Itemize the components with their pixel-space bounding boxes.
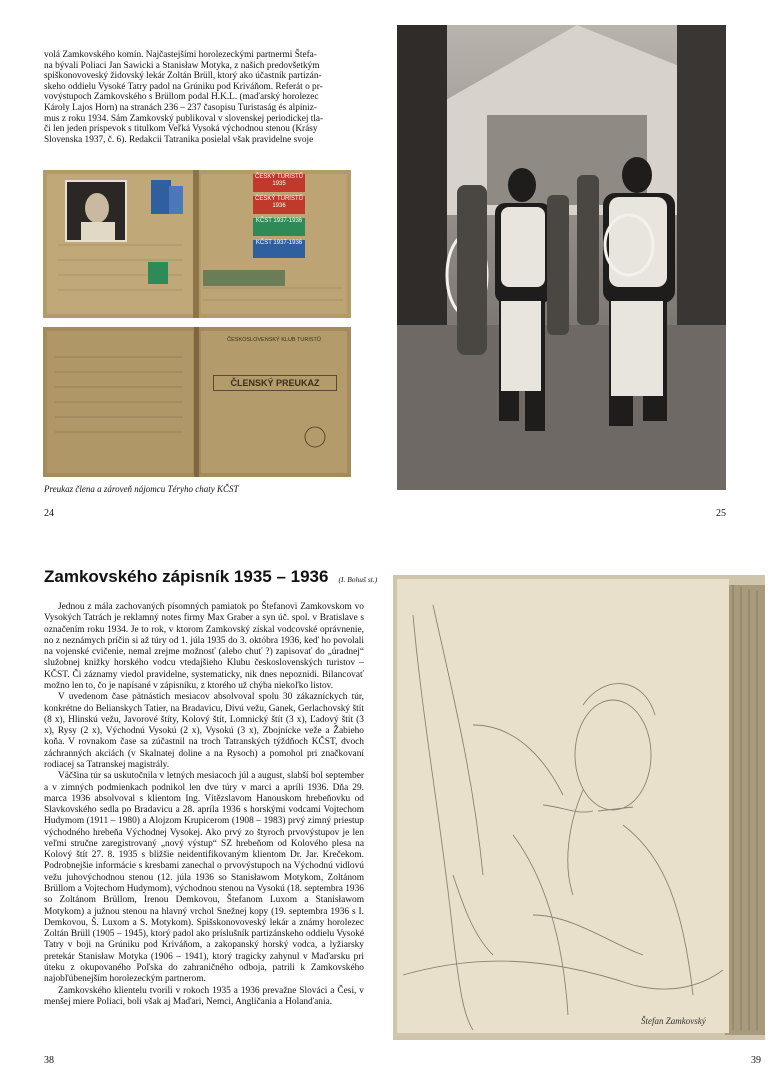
intro-text	[44, 50, 362, 145]
intro-line: Károly Lajos Horn) na stranách 236 – 237 časopisu Turistaság és alpiniz-	[44, 102, 317, 113]
page-number-39: 39	[751, 1055, 761, 1066]
card-header: ČESKOSLOVENSKÝ KLUB TURISTŮ	[227, 337, 321, 343]
red-stamp: ČESKÝ TURISTŮ 1936	[253, 196, 305, 214]
article-body	[44, 602, 364, 1008]
intro-line: mus z roku 1934. Sám Zamkovský publikoval v slovenskej periodickej tla-	[44, 113, 324, 124]
id-photo	[65, 180, 127, 242]
section-author-note: (I. Bohuš st.)	[338, 575, 378, 584]
page-number-38: 38	[44, 1055, 54, 1066]
intro-line: volá Zamkovského komín. Najčastejšími horolezeckými partnermi Štefa-	[44, 50, 317, 60]
section-heading	[44, 567, 377, 587]
climbers-photo	[397, 25, 726, 490]
climbers-photo-drawing	[397, 25, 726, 490]
green-stamp: KČST 1937-1936	[253, 218, 305, 236]
intro-line: na bývali Poliaci Jan Sawicki a Stanisław Motyka, z našich predovšetkým	[44, 60, 320, 71]
green-stamp	[148, 262, 168, 284]
blue-stamp	[169, 186, 183, 214]
intro-line: spiškonovoveský židovský lekár Zoltán Brüll, ktorý ako účastník partizán-	[44, 71, 322, 82]
intro-line: či len jeden príspevok s titulkom Veľká Vysoká východnou stenou (Krásy	[44, 124, 318, 135]
membership-card-bottom	[43, 327, 351, 477]
sketch-signature: Štefan Zamkovský	[641, 1016, 706, 1026]
card-title: ČLENSKÝ PREUKAZ	[213, 375, 337, 391]
red-stamp: ČESKÝ TURISTŮ 1935	[253, 174, 305, 192]
article-paragraph: Jednou z mála zachovaných písomných pamiatok po Štefanovi Zamkovskom vo Vysokých Tatrách je reklamný notes firmy Max Graber a syn úč. spol. v Bratislave s označením roku 1934. Je to rok, v ktorom Zamkovský získal vodcovské oprávnenie, no z neznámych príčin si až túry od 1. júla 1935 do 3. októbra 1936, keď ho povolali na vojenské cvičenie, nemal zrejme možnosť (alebo chuť ?) zapisovať do „úradnej“ služobnej knižky horského vodcu vtedajšieho Klubu československých turistov – KČST. Či záznamy viedol pravidelne, systematicky, nik dnes nepoznidi. Bilancovať možno len to, čo je napísané v zápisníku, z ktorého už chýba niekoľko listov.	[44, 602, 364, 691]
portrait-icon	[67, 182, 125, 240]
membership-card-top	[43, 170, 351, 318]
landscape-stamp	[203, 270, 285, 286]
page-number-25: 25	[716, 508, 726, 519]
article-paragraph: V uvedenom čase pätnástich mesiacov absolvoval spolu 30 zákazníckych túr, konkrétne do Belianskych Tatier, na Bradavicu, Divú vežu, Ganek, Gerlachovský štít (8 x), Hlinskú vežu, Javorové štíty, Kolový štít, Lomnický štít (3 x), Ľadový štít (3 x), Rysy (2 x), Východnú Vysokú (2 x), Vysokú (3 x), Zbojnícke veže a Žabieho koňa. V rovnakom čase sa zúčastnil na troch Tatranských týždňoch KČST, dvoch záchranných akciách (v Skalnatej doline a na Rysoch) a pomohol pri značkovaní rodiacej sa Tatranskej magistrály.	[44, 692, 364, 770]
card-cover	[43, 327, 351, 477]
article-paragraph: Zamkovského klientelu tvorili v rokoch 1935 a 1936 prevažne Slováci a Česi, v menšej miere Poliaci, boli však aj Maďari, Nemci, Angličania a Holanďania.	[44, 985, 364, 1007]
intro-line: Slovenska 1937, č. 6). Redakcii Tatranika posielal však pravidelne svoje	[44, 134, 314, 145]
article-paragraph: Väčšina túr sa uskutočnila v letných mesiacoch júl a august, slabší bol september a v zimných podmienkach podnikol len dve túry v marci a apríli 1936. Dňa 29. marca 1936 absolvoval s klientom Ing. Vítězslavom Hanouskom hrebeňovku od Slavkovského sedla po Bradavicu a 28. apríla 1936 s horskými vodcami Vojtechom Hudymom (1911 – 1980) a Alojzom Krupicerom (1908 – 1983) prvý zimný priestup východného hrebeňa Východnej Vysokej. Ako prvý zo štyroch prvovýstupov je len veľmi stručne zaregistrovaný „nový výstup“ SZ hrebeňom od Kolového plesa na Kolový štít 27. 8. 1935 s bližšie neidentifikovaným klientom Dr. Jar. Krečekom. Podrobnejšie informácie s kresbami zanechal o prvovýstupoch na Východnú vidlovú vežu juhovýchodnou stenou (12. júla 1936 so Stanisławom Motykom, Zoltánom Brüllom a Vojtechom Hudymom), východnou stenou na Vysokú (18. septembra 1936 so Zoltánom Brüllom, Irenou Demkovou, Štefanom Luxom a Stanisławom Motykom) a južnou stenou na hlavný vrchol Snežnej kopy (19. septembra 1936 s I. Demkovou, Š. Luxom a S. Motykom). Spišskonovoveský lekár a známy horolezec Zoltán Brüll (1905 – 1945), ktorý padol ako príslušník partizánskeho oddielu Vysoké Tatry v boji na Grúniku pod Kriváňom, a zakopanský horský vodca, a lyžiarsky pretekár Stanisław Motyka (1906 – 1941), ktorý tragicky zahynul v Maďarsku pri úteku z okupovaného Poľska do zahraničného odboja, patrili k Zamkovského najobľúbenejším horolezeckým partnerom.	[44, 771, 364, 985]
blue-stamp: KČST 1937-1936	[253, 240, 305, 258]
blue-stamp	[151, 180, 171, 214]
pencil-sketch	[393, 575, 765, 1040]
page-number-24: 24	[44, 508, 54, 519]
sketchbook	[393, 575, 765, 1040]
card-caption: Preukaz člena a zároveň nájomcu Téryho chaty KČST	[44, 484, 239, 494]
intro-line: vovýstupoch Zamkovského s Brüllom podal H.K.L. (maďarský horolezec	[44, 92, 319, 103]
intro-line: skeho oddielu Vysoké Tatry padol na Grúniku pod Kriváňom. Referát o pr-	[44, 81, 323, 92]
section-title: Zamkovského zápisník 1935 – 1936	[44, 567, 329, 586]
